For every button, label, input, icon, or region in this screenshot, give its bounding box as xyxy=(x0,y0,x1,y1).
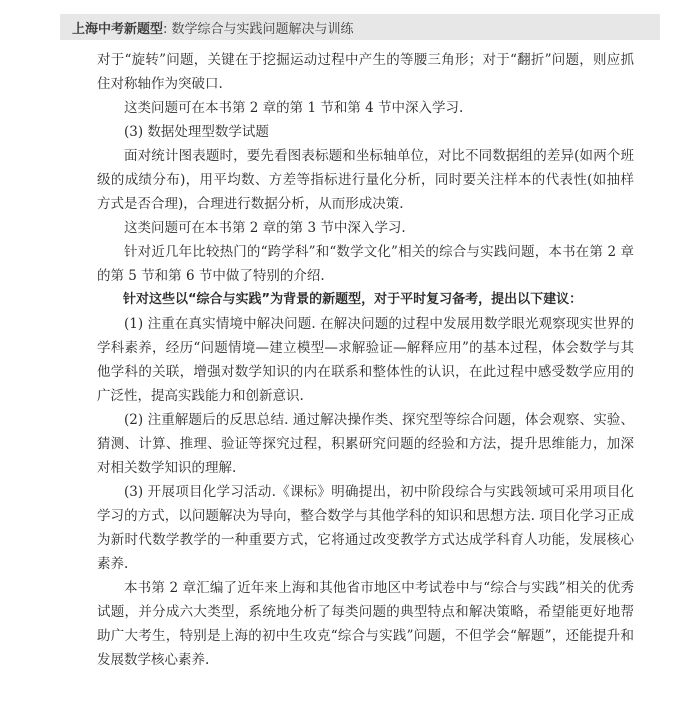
paragraph-book-summary: 本书第 2 章汇编了近年来上海和其他省市地区中考试卷中与“综合与实践”相关的优秀试题，并分成六大类型，系统地分析了每类问题的典型特点和解决策略，希望能更好地帮助广大考生，特别是上海的初中生攻克“综合与实践”问题，不但学会“解题”，还能提升和发展数学核心素养. xyxy=(97,580,634,668)
paragraph-rotation-folding: 对于“旋转”问题，关键在于挖掘运动过程中产生的等腰三角形；对于“翻折”问题，则应抓住对称轴作为突破口. xyxy=(97,52,634,92)
section-heading-data-processing: (3) 数据处理型数学试题 xyxy=(124,124,269,140)
book-series-title: 上海中考新题型 xyxy=(72,21,164,37)
paragraph-study-reference-2: 这类问题可在本书第 2 章的第 3 节中深入学习. xyxy=(124,220,406,236)
paragraph-suggestion-2: (2) 注重解题后的反思总结. 通过解决操作类、探究型等综合问题，体会观察、实验、猜测、计算、推理、验证等探究过程，积累研究问题的经验和方法，提升思维能力，加深对相关数学知识的理解. xyxy=(97,412,634,476)
book-subtitle: : 数学综合与实践问题解决与训练 xyxy=(163,21,354,37)
paragraph-suggestion-3: (3) 开展项目化学习活动.《课标》明确提出，初中阶段综合与实践领域可采用项目化学习的方式，以问题解决为导向，整合数学与其他学科的知识和思想方法. 项目化学习正成为新时代数学教学的一种重要方式，它将通过改变教学方式达成学科育人功能，发展核心素养. xyxy=(97,484,634,572)
page-body xyxy=(97,48,634,672)
paragraph-interdisciplinary: 针对近几年比较热门的“跨学科”和“数学文化”相关的综合与实践问题，本书在第 2 章的第 5 节和第 6 节中做了特别的介绍. xyxy=(97,244,634,284)
paragraph-suggestion-1: (1) 注重在真实情境中解决问题. 在解决问题的过程中发展用数学眼光观察现实世界的学科素养，经历“问题情境—建立模型—求解验证—解释应用”的基本过程，体会数学与其他学科的关联，增强对数学知识的内在联系和整体性的认识，在此过程中感受数学应用的广泛性，提高实践能力和创新意识. xyxy=(97,316,634,404)
paragraph-study-reference-1: 这类问题可在本书第 2 章的第 1 节和第 4 节中深入学习. xyxy=(124,100,464,116)
paragraph-statistics: 面对统计图表题时，要先看图表标题和坐标轴单位，对比不同数据组的差异(如两个班级的成绩分布)，用平均数、方差等指标进行量化分析，同时要关注样本的代表性(如抽样方式是否合理)，合理进行数据分析，从而形成决策. xyxy=(97,148,634,212)
paragraph-suggestions-heading: 针对这些以“综合与实践”为背景的新题型，对于平时复习备考，提出以下建议： xyxy=(123,292,583,307)
running-header xyxy=(60,14,660,40)
